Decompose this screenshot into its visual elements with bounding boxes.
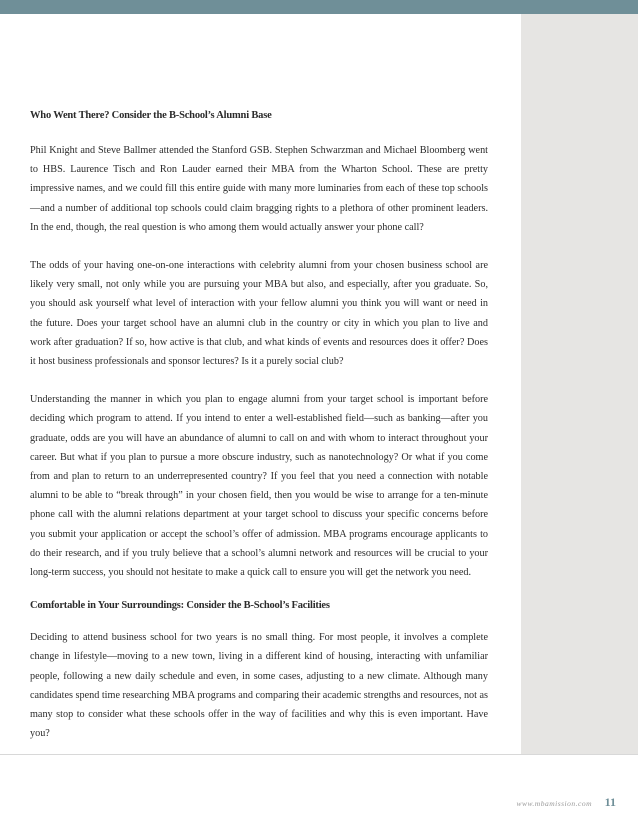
section-heading-facilities: Comfortable in Your Surroundings: Consider the B-School’s Facilities	[30, 600, 330, 612]
footer-url: www.mbamission.com	[516, 799, 592, 808]
footer-divider	[0, 754, 638, 755]
side-panel	[521, 14, 638, 754]
paragraph-alumni-3: Understanding the manner in which you plan to engage alumni from your target school is important before deciding which program to attend. If you intend to enter a well-established field—such as banking—after you graduate, odds are you will have an abundance of alumni to call on and with whom to interact throughout your career. But what if you plan to pursue a more obscure industry, such as nanotechnology? Or what if you come from and plan to return to an underrepresented country? If you feel that you need a connection with notable alumni to be able to “break through” in your chosen field, then you would be wise to arrange for a ten-minute phone call with the alumni relations department at your target school to discuss your specific concerns before you submit your application or accept the school’s offer of admission. MBA programs encourage applicants to do their research, and if you truly believe that a school’s alumni network and resources will be crucial to your long-term success, you should not hesitate to make a quick call to ensure you will get the network you need.	[30, 394, 488, 579]
main-content	[30, 108, 488, 743]
top-accent-bar	[0, 0, 638, 14]
paragraph-alumni-2: The odds of your having one-on-one interactions with celebrity alumni from your chosen business school are likely very small, not only while you are pursuing your MBA but also, and especially, after you graduate. So, you should ask yourself what level of interaction with your fellow alumni you think you will want or need in the future. Does your target school have an alumni club in the country or city in which you plan to live and work after graduation? If so, how active is that club, and what kinds of events and resources does it offer? Does it host business professionals and sponsor lectures? Is it a purely social club?	[30, 260, 488, 368]
paragraph-alumni-1: Phil Knight and Steve Ballmer attended the Stanford GSB. Stephen Schwarzman and Michael Bloomberg went to HBS. Laurence Tisch and Ron Lauder earned their MBA from the Wharton School. These are pretty impressive names, and we could fill this entire guide with many more luminaries from each of these top schools—and a number of additional top schools could claim bragging rights to a plethora of other prominent leaders. In the end, though, the real question is who among them would actually answer your phone call?	[30, 145, 488, 233]
section-heading-alumni: Who Went There? Consider the B-School’s Alumni Base	[30, 110, 272, 121]
page-number: 11	[604, 795, 616, 809]
paragraph-facilities-1: Deciding to attend business school for two years is no small thing. For most people, it involves a complete change in lifestyle—moving to a new town, living in a different kind of housing, interacting with unfamiliar people, following a new daily schedule and even, in some cases, adjusting to a new climate. Although many candidates spend time researching MBA programs and comparing their academic strengths and resources, not as many stop to consider what these schools offer in the way of facilities and why this is even important. Have you?	[30, 632, 489, 740]
